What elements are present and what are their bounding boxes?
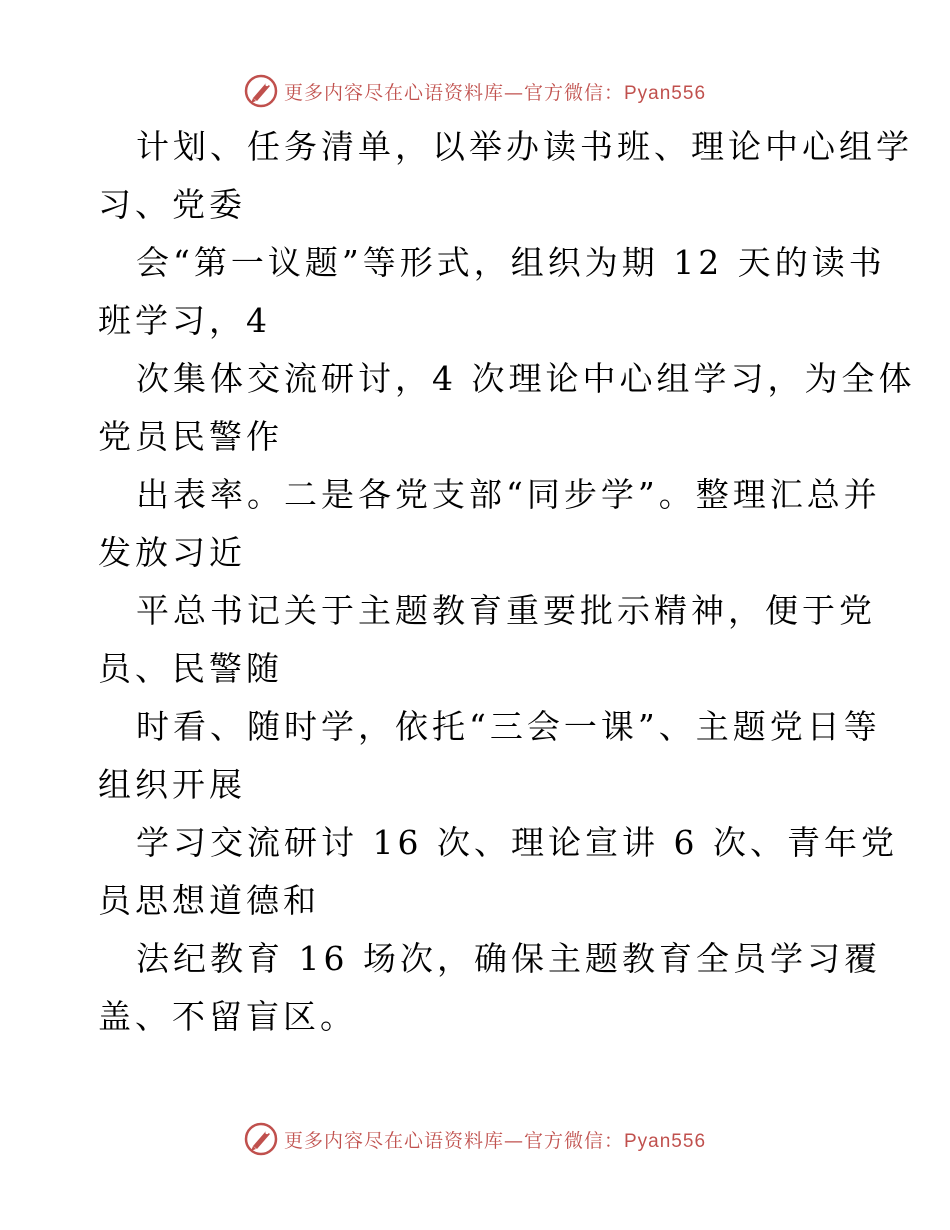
text-line: 平总书记关于主题教育重要批示精神，便于党 bbox=[136, 591, 876, 630]
text-line: 盖、不留盲区。 bbox=[98, 997, 357, 1036]
text-line: 党员民警作 bbox=[98, 417, 283, 456]
text-line: 出表率。二是各党支部“同步学”。整理汇总并 bbox=[136, 475, 881, 514]
text-line: 时看、随时学，依托“三会一课”、主题党日等 bbox=[136, 707, 881, 746]
text-line: 班学习，4 bbox=[98, 301, 271, 340]
text-line: 法纪教育 16 场次，确保主题教育全员学习覆 bbox=[136, 939, 881, 978]
document-body bbox=[98, 118, 916, 1046]
header-text bbox=[284, 78, 706, 105]
header-watermark bbox=[0, 71, 950, 111]
text-line: 员思想道德和 bbox=[98, 881, 320, 920]
footer-watermark bbox=[0, 1119, 950, 1159]
header-wechat-label: 官方微信： bbox=[523, 81, 624, 104]
pen-nib-logo-icon bbox=[244, 74, 278, 108]
footer-wechat-id: Pyan556 bbox=[624, 1130, 707, 1152]
text-line: 习、党委 bbox=[98, 185, 246, 224]
text-line: 次集体交流研讨，4 次理论中心组学习，为全体 bbox=[136, 359, 916, 398]
header-dash: — bbox=[503, 81, 524, 104]
footer-brand: 更多内容尽在心语资料库 bbox=[283, 1129, 504, 1152]
text-line: 学习交流研讨 16 次、理论宣讲 6 次、青年党 bbox=[136, 823, 898, 862]
header-brand: 更多内容尽在心语资料库 bbox=[283, 81, 504, 104]
text-line: 会“第一议题”等形式，组织为期 12 天的读书 bbox=[136, 243, 886, 282]
text-line: 组织开展 bbox=[98, 765, 246, 804]
pen-nib-logo-icon bbox=[244, 1122, 278, 1156]
header-wechat-id: Pyan556 bbox=[624, 82, 707, 104]
text-line: 计划、任务清单，以举办读书班、理论中心组学 bbox=[136, 127, 913, 166]
footer-text bbox=[284, 1126, 706, 1153]
footer-wechat-label: 官方微信： bbox=[523, 1129, 624, 1152]
text-line: 员、民警随 bbox=[98, 649, 283, 688]
footer-dash: — bbox=[503, 1129, 524, 1152]
text-line: 发放习近 bbox=[98, 533, 246, 572]
